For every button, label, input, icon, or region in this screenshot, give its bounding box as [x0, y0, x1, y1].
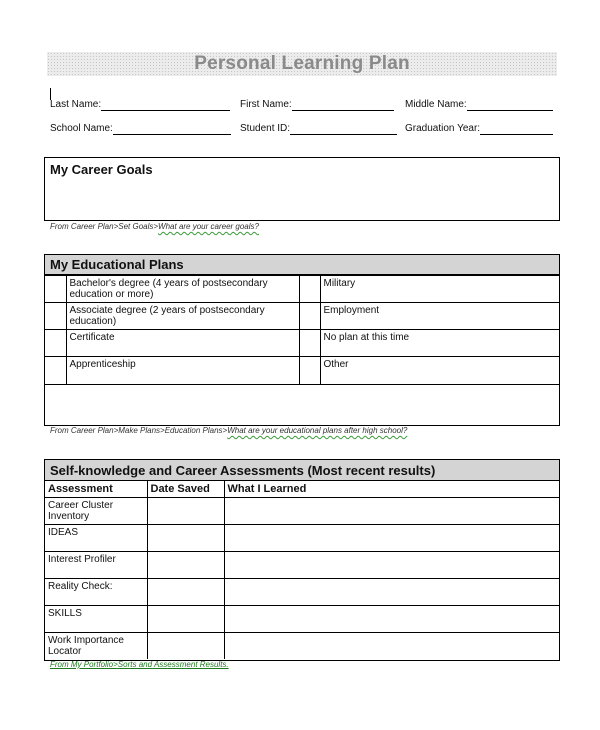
assessment-learned-cell[interactable]	[224, 578, 559, 605]
first-name-line[interactable]	[292, 100, 394, 111]
assessment-date-cell[interactable]	[147, 605, 224, 632]
education-option-right: No plan at this time	[320, 330, 559, 357]
education-caption-question: What are your educational plans after high school?	[227, 426, 408, 435]
assessment-name: SKILLS	[45, 605, 147, 632]
student-id-line[interactable]	[290, 124, 397, 135]
education-checkbox-right[interactable]	[299, 357, 320, 385]
education-option-left: Associate degree (2 years of postsecondary education)	[66, 303, 299, 330]
column-header-assessment: Assessment	[45, 481, 147, 497]
assessment-name: Reality Check:	[45, 578, 147, 605]
assessments-table	[45, 481, 559, 659]
career-goals-heading: My Career Goals	[50, 162, 153, 177]
education-row	[45, 276, 559, 303]
middle-name-field[interactable]	[405, 99, 553, 111]
education-caption-path: From Career Plan>Make Plans>Education Plans>	[50, 426, 228, 435]
career-goals-caption	[50, 222, 259, 232]
student-id-label: Student ID:	[240, 123, 291, 134]
assessment-row	[45, 632, 559, 659]
education-option-left: Apprenticeship	[66, 357, 299, 385]
last-name-label: Last Name:	[50, 99, 102, 110]
education-row	[45, 330, 559, 357]
education-checkbox-left[interactable]	[45, 303, 66, 330]
education-option-left: Certificate	[66, 330, 299, 357]
assessment-learned-cell[interactable]	[224, 605, 559, 632]
education-plans-heading: My Educational Plans	[45, 255, 559, 275]
assessments-caption-path: From My Portfolio>	[50, 660, 118, 669]
assessment-date-cell[interactable]	[147, 578, 224, 605]
education-option-right: Other	[320, 357, 559, 385]
assessments-header-row	[45, 481, 559, 497]
education-checkbox-left[interactable]	[45, 330, 66, 357]
assessment-row	[45, 605, 559, 632]
assessment-date-cell[interactable]	[147, 551, 224, 578]
career-goals-caption-question: What are your career goals?	[158, 222, 259, 231]
education-row	[45, 303, 559, 330]
graduation-year-field[interactable]	[405, 123, 553, 135]
assessment-row	[45, 578, 559, 605]
education-option-right: Employment	[320, 303, 559, 330]
first-name-field[interactable]	[240, 99, 394, 111]
assessment-learned-cell[interactable]	[224, 524, 559, 551]
assessments-box	[44, 459, 560, 661]
assessment-row	[45, 524, 559, 551]
last-name-line[interactable]	[101, 100, 230, 111]
last-name-field[interactable]	[50, 99, 230, 111]
column-header-what-learned: What I Learned	[224, 481, 559, 497]
career-goals-box[interactable]	[44, 157, 560, 221]
middle-name-label: Middle Name:	[405, 99, 467, 110]
school-name-field[interactable]	[50, 123, 231, 135]
assessment-name: IDEAS	[45, 524, 147, 551]
graduation-year-label: Graduation Year:	[405, 123, 481, 134]
education-plans-table	[45, 275, 559, 385]
assessment-row	[45, 497, 559, 524]
middle-name-line[interactable]	[467, 100, 553, 111]
first-name-label: First Name:	[240, 99, 292, 110]
assessment-learned-cell[interactable]	[224, 551, 559, 578]
education-checkbox-left[interactable]	[45, 357, 66, 385]
education-checkbox-right[interactable]	[299, 330, 320, 357]
career-goals-caption-path: From Career Plan>Set Goals>	[50, 222, 159, 231]
column-header-date-saved: Date Saved	[147, 481, 224, 497]
page-title: Personal Learning Plan	[194, 53, 410, 74]
assessment-date-cell[interactable]	[147, 497, 224, 524]
education-option-left: Bachelor's degree (4 years of postsecondary education or more)	[66, 276, 299, 303]
education-plans-caption	[50, 426, 407, 436]
education-row	[45, 357, 559, 385]
school-name-label: School Name:	[50, 123, 113, 134]
education-checkbox-right[interactable]	[299, 303, 320, 330]
assessment-name: Interest Profiler	[45, 551, 147, 578]
education-checkbox-right[interactable]	[299, 276, 320, 303]
assessment-date-cell[interactable]	[147, 524, 224, 551]
school-name-line[interactable]	[113, 124, 231, 135]
assessments-caption-link[interactable]: Sorts and Assessment Results.	[117, 660, 229, 669]
assessment-learned-cell[interactable]	[224, 497, 559, 524]
education-plans-box	[44, 254, 560, 426]
assessment-name: Career Cluster Inventory	[45, 497, 147, 524]
title-band	[47, 52, 557, 76]
assessment-learned-cell[interactable]	[224, 632, 559, 659]
assessment-row	[45, 551, 559, 578]
student-id-field[interactable]	[240, 123, 397, 135]
education-checkbox-left[interactable]	[45, 276, 66, 303]
assessment-name: Work Importance Locator	[45, 632, 147, 659]
graduation-year-line[interactable]	[480, 124, 553, 135]
education-option-right: Military	[320, 276, 559, 303]
assessments-caption	[50, 660, 229, 670]
assessments-heading: Self-knowledge and Career Assessments (Most recent results)	[45, 460, 559, 481]
assessment-date-cell[interactable]	[147, 632, 224, 659]
